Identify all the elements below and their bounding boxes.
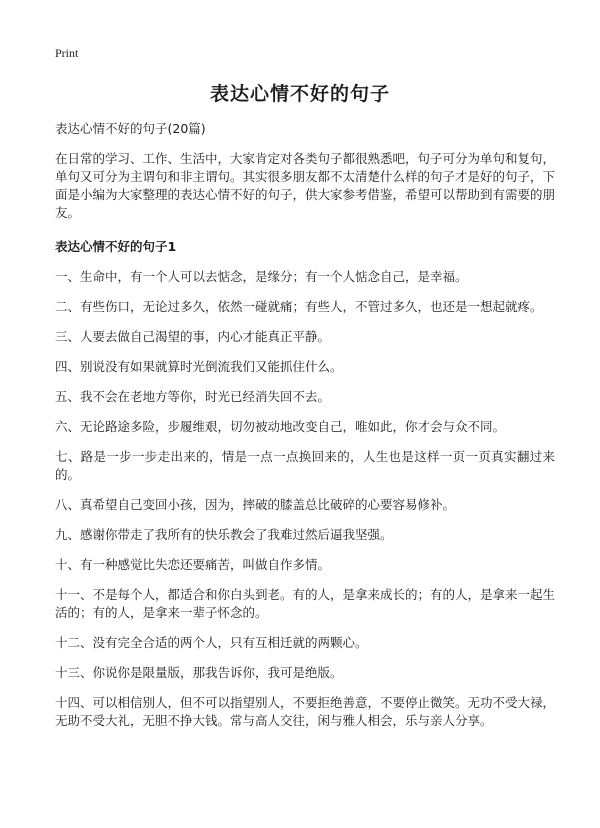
document-title: 表达心情不好的句子 xyxy=(209,83,390,105)
sentence-item: 十三、你说你是限量版，那我告诉你，我可是绝版。 xyxy=(55,665,343,680)
document-subtitle: 表达心情不好的句子(20篇) xyxy=(55,121,206,136)
sentence-item: 十四、可以相信别人，但不可以指望别人，不要拒绝善意，不要停止微笑。无功不受大禄，无助不受大礼，无胆不挣大钱。常与高人交往，闲与雅人相会，乐与亲人分享。 xyxy=(55,695,556,728)
sentence-item: 一、生命中，有一个人可以去惦念，是缘分；有一个人惦念自己，是幸福。 xyxy=(55,269,468,284)
sentence-item: 四、别说没有如果就算时光倒流我们又能抓住什么。 xyxy=(55,359,343,374)
sentence-item: 五、我不会在老地方等你，时光已经消失回不去。 xyxy=(55,389,331,404)
sentence-item: 六、无论路途多险，步履维艰，切勿被动地改变自己，唯如此，你才会与众不同。 xyxy=(55,419,506,434)
sentence-item: 九、感谢你带走了我所有的快乐教会了我难过然后逼我坚强。 xyxy=(55,527,393,542)
sentence-item: 二、有些伤口，无论过多久，依然一碰就痛；有些人，不管过多久，也还是一想起就疼。 xyxy=(55,299,543,314)
section-heading: 表达心情不好的句子1 xyxy=(55,239,177,254)
document-body xyxy=(55,120,555,742)
print-link[interactable]: Print xyxy=(55,46,79,60)
sentence-item: 三、人要去做自己渴望的事，内心才能真正平静。 xyxy=(55,329,331,344)
sentence-item: 八、真希望自己变回小孩，因为，摔破的膝盖总比破碎的心要容易修补。 xyxy=(55,497,456,512)
sentence-item: 十一、不是每个人，都适合和你白头到老。有的人，是拿来成长的；有的人，是拿来一起生活的；有的人，是拿来一辈子怀念的。 xyxy=(55,587,556,620)
sentence-item: 七、路是一步一步走出来的，情是一点一点换回来的，人生也是这样一页一页真实翻过来的。 xyxy=(55,449,555,482)
sentence-item: 十、有一种感觉比失恋还要痛苦，叫做自作多情。 xyxy=(55,557,331,572)
sentence-item: 十二、没有完全合适的两个人，只有互相迁就的两颗心。 xyxy=(55,635,368,650)
intro-paragraph: 在日常的学习、工作、生活中，大家肯定对各类句子都很熟悉吧，句子可分为单句和复句，单句又可分为主谓句和非主谓句。其实很多朋友都不太清楚什么样的句子才是好的句子，下面是小编为大家整理的表达心情不好的句子，供大家参考借鉴，希望可以帮助到有需要的朋友。 xyxy=(55,151,556,220)
